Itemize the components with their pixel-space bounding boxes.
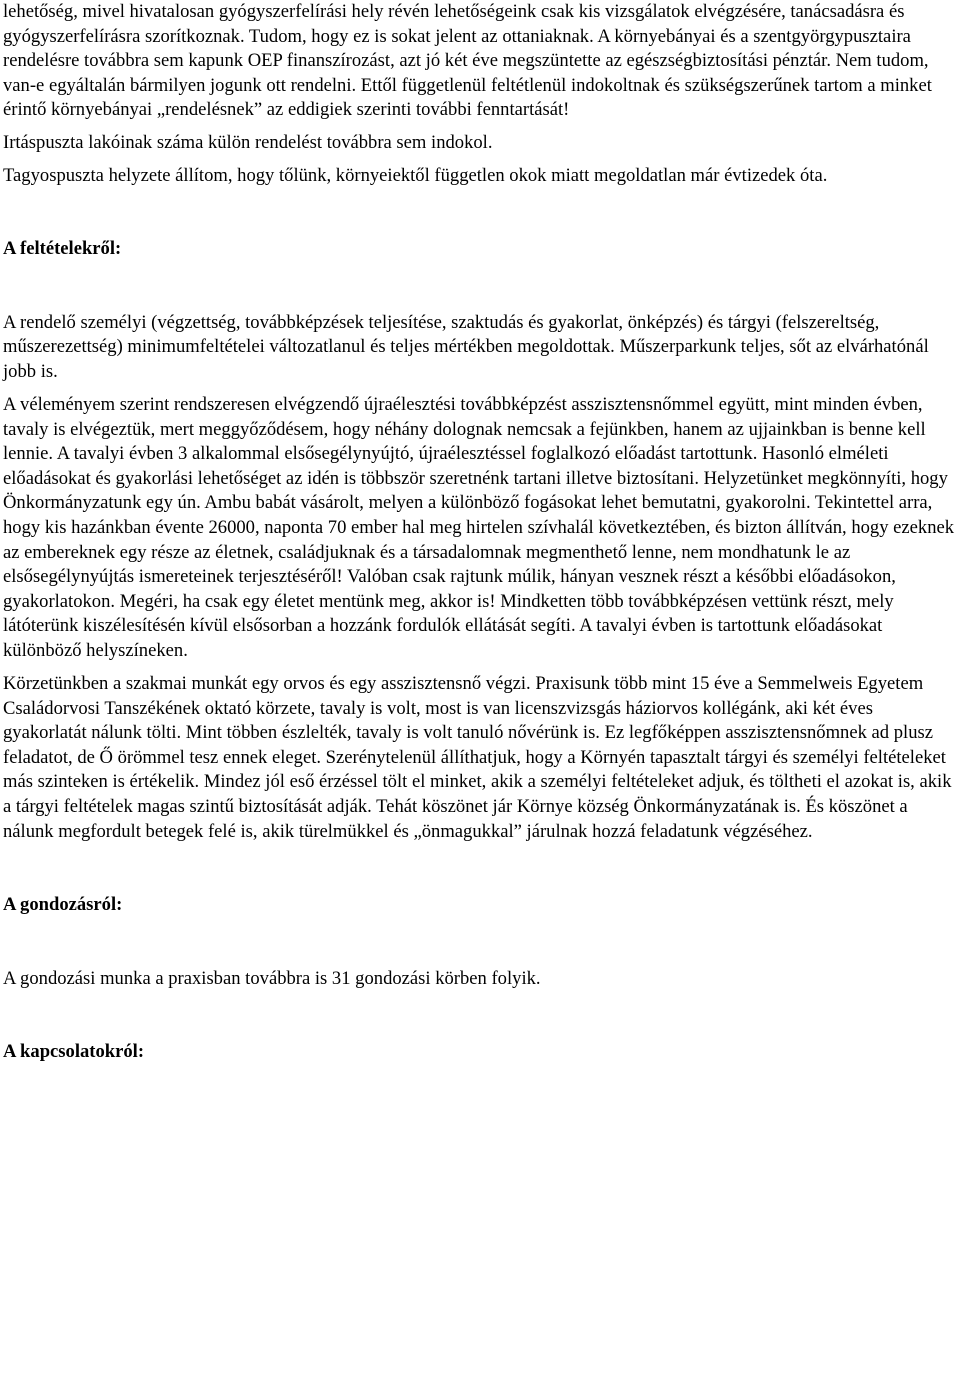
heading-gondozas: A gondozásról: bbox=[3, 894, 123, 916]
paragraph-tagyospuszta: Tagyospuszta helyzete állítom, hogy tőlünk, környeiektől független okok miatt megoldatlan már évtizedek óta. bbox=[3, 164, 828, 186]
paragraph-gondozas: A gondozási munka a praxisban továbbra is 31 gondozási körben folyik. bbox=[3, 967, 541, 989]
paragraph-feltetelek: A rendelő személyi (végzettség, továbbképzések teljesítése, szaktudás és gyakorlat, önképzés) és tárgyi (felszereltség, műszerezettség) minimumfeltételei változatlanul és teljes mértékben megoldottak. Műszerparkunk teljes, sőt az elvárhatónál jobb is. bbox=[3, 311, 929, 382]
heading-feltetelek: A feltételekről: bbox=[3, 238, 122, 260]
paragraph-intro: lehetőség, mivel hivatalosan gyógyszerfelírási hely révén lehetőségeink csak kis vizsgálatok elvégzésére, tanácsadásra és gyógyszerfelírásra szorítkoznak. Tudom, hogy ez is sokat jelent az ottaniaknak. A környebányai és a szentgyörgypusztaira rendelésre továbbra sem kapunk OEP finanszírozást, azt jó két éve megszüntette az egészségbiztosítási pénztár. Nem tudom, van-e egyáltalán bármilyen jogunk ott rendelni. Ettől függetlenül feltétlenül indokoltnak és szükségszerűnek tartom a minket érintő környebányai „rendelésnek” az eddigiek szerinti további fenntartását! bbox=[3, 1, 932, 121]
paragraph-korzet: Körzetünkben a szakmai munkát egy orvos és egy asszisztensnő végzi. Praxisunk több mint 15 éve a Semmelweis Egyetem Családorvosi Tanszékének oktató körzete, tavaly is volt, most is van licenszvizsgás háziorvos kollégánk, aki két éves gyakorlatát nálunk tölti. Mint többen észlelték, tavaly is volt tanuló nővérünk is. Ez legfőképpen asszisztensnőmnek ad plusz feladatot, de Ő örömmel tesz ennek eleget. Szerénytelenül állíthatjuk, hogy a Környén tapasztalt tárgyi és személyi feltételeket más szinteken is értékelik. Mindez jól eső érzéssel tölt el minket, akik a személyi feltételeket adjuk, és töltheti el azokat is, akik a tárgyi feltételek magas szintű biztosítását adják. Tehát köszönet jár Környe község Önkormányzatának is. És köszönet a nálunk megfordult betegek felé is, akik türelmükkel és „önmagukkal” járulnak hozzá feladatunk végzéséhez. bbox=[3, 673, 952, 842]
paragraph-irtaspuszta: Irtáspuszta lakóinak száma külön rendelést továbbra sem indokol. bbox=[3, 131, 493, 153]
paragraph-ujraelesztes: A véleményem szerint rendszeresen elvégzendő újraélesztési továbbképzést asszisztensnőmmel együtt, mint minden évben, tavaly is elvégeztük, mert meggyőződésem, hogy néhány dolognak nemcsak a fejünkben, hanem az ujjainkban is benne kell lennie. A tavalyi évben 3 alkalommal elsősegélynyújtó, újraélesztéssel foglalkozó előadást tartottunk. Hasonló elméleti előadásokat és gyakorlási lehetőséget az idén is többször szeretnénk tartani illetve biztosítani. Helyzetünket megkönnyíti, hogy Önkormányzatunk egy ún. Ambu babát vásárolt, melyen a különböző fogásokat lehet bemutatni, gyakorolni. Tekintettel arra, hogy kis hazánkban évente 26000, naponta 70 ember hal meg hirtelen szívhalál következtében, és bizton állítván, hogy ezeknek az embereknek egy része az életnek, családjuknak és a társadalomnak megmenthető lenne, nem mondhatunk le az elsősegélynyújtás ismereteinek terjesztéséről! Valóban csak rajtunk múlik, hányan vesznek részt a későbbi előadásokon, gyakorlatokon. Megéri, ha csak egy életet mentünk meg, akkor is! Mindketten több továbbképzésen vettünk részt, mely látóterünk kiszélesítésén kívül elsősorban a hozzánk fordulók ellátását segíti. A tavalyi évben is tartottunk előadásokat különböző helyszíneken. bbox=[3, 394, 955, 661]
heading-kapcsolatok: A kapcsolatokról: bbox=[3, 1041, 145, 1063]
